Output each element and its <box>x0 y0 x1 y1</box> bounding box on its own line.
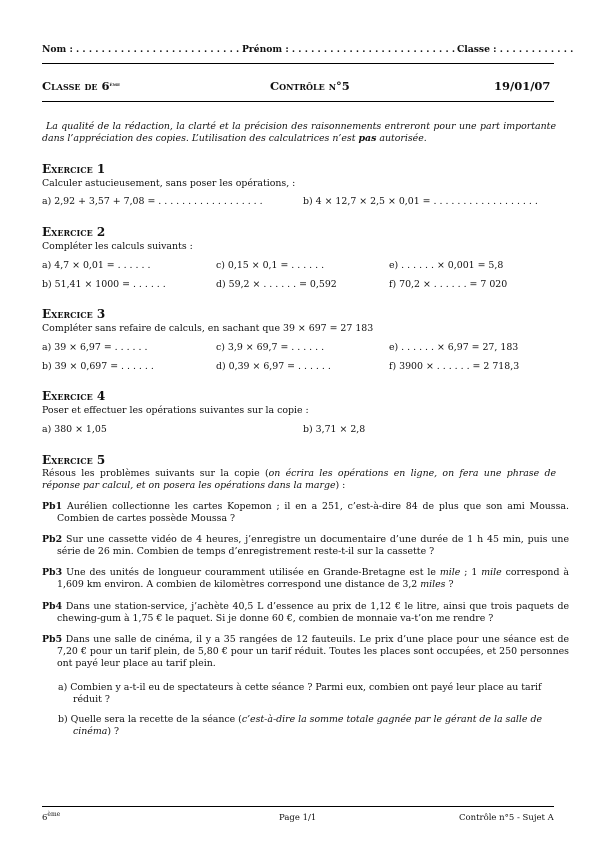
problem-5-question-a: a) Combien y a-t-il eu de spectateurs à cette séance ? Parmi eux, combien ont payé leur place au tarif réduit ? <box>58 682 542 706</box>
exercise-3-item-b: b) 39 × 0,697 = . . . . . . <box>42 361 154 372</box>
intro-paragraph: La qualité de la rédaction, la clarté et la précision des raisonnements entreront pour une part importante dans l’appréciation des copies. L’utilisation des calculatrices n’est pas autorisée. <box>42 121 556 145</box>
class-title: Classe de 6ème <box>42 79 121 93</box>
problem-4: Pb4 Dans une station-service, j’achète 40,5 L d’essence au prix de 1,12 € le litre, ainsi que trois paquets de chewing-gum à 1,75 € le paquet. Si je donne 60 €, combien de monnaie va-t’on me rendre ? <box>42 601 569 625</box>
footer-test-label: Contrôle n°5 - Sujet A <box>459 813 554 823</box>
exercise-1-item-b: b) 4 × 12,7 × 2,5 × 0,01 = . . . . . . . . . . . . . . . . . . <box>303 196 538 207</box>
exercise-2-item-f: f) 70,2 × . . . . . . = 7 020 <box>389 279 508 290</box>
firstname-field: Prénom : . . . . . . . . . . . . . . . . . . . . . . . . . . . . . <box>242 44 475 55</box>
exercise-3-title: Exercice 3 <box>42 307 106 321</box>
problem-2: Pb2 Sur une cassette vidéo de 4 heures, j’enregistre un documentaire d’une durée de 1 h 45 min, puis une série de 26 min. Combien de temps d’enregistrement reste-t-il sur la cassette ? <box>42 534 569 558</box>
footer-page-number: Page 1/1 <box>279 813 317 823</box>
exercise-2-item-c: c) 0,15 × 0,1 = . . . . . . <box>216 260 325 271</box>
exercise-5-instruction: Résous les problèmes suivants sur la copie (on écrira les opérations en ligne, on fera une phrase de réponse par calcul, et on posera les opérations dans la marge) : <box>42 468 557 492</box>
exercise-3-item-a: a) 39 × 6,97 = . . . . . . <box>42 342 148 353</box>
problem-3: Pb3 Une des unités de longueur couramment utilisée en Grande-Bretagne est le mile ; 1 mile correspond à 1,609 km environ. A combien de kilomètres correspond une distance de 3,2 miles ? <box>42 567 569 591</box>
exercise-4-item-b: b) 3,71 × 2,8 <box>303 424 366 435</box>
header-rule-bottom <box>42 101 554 102</box>
exercise-2-item-e: e) . . . . . . × 0,001 = 5,8 <box>389 260 504 271</box>
exercise-1-title: Exercice 1 <box>42 162 106 176</box>
exercise-3-item-c: c) 3,9 × 69,7 = . . . . . . <box>216 342 325 353</box>
header-rule-top <box>42 63 554 64</box>
problem-5: Pb5 Dans une salle de cinéma, il y a 35 rangées de 12 fauteuils. Le prix d’une place pour une séance est de 7,20 € pour un tarif plein, de 5,80 € pour un tarif réduit. Toutes les places sont occupées, et 250 personnes ont payé leur place au tarif plein. <box>42 634 569 670</box>
class-field: Classe : . . . . . . . . . . . . <box>457 44 574 55</box>
name-field: Nom : . . . . . . . . . . . . . . . . . . . . . . . . . . . . . <box>42 44 259 55</box>
exercise-3-item-e: e) . . . . . . × 6,97 = 27, 183 <box>389 342 519 353</box>
problem-1: Pb1 Aurélien collectionne les cartes Kopemon ; il en a 251, c’est-à-dire 84 de plus que son ami Moussa. Combien de cartes possède Moussa ? <box>42 501 569 525</box>
exercise-2-item-b: b) 51,41 × 1000 = . . . . . . <box>42 279 166 290</box>
exercise-1-item-a: a) 2,92 + 3,57 + 7,08 = . . . . . . . . . . . . . . . . . . <box>42 196 263 207</box>
test-date: 19/01/07 <box>494 79 551 93</box>
problem-5-question-b: b) Quelle sera la recette de la séance (c’est-à-dire la somme totale gagnée par le gérant de la salle de cinéma) ? <box>58 714 543 738</box>
exercise-2-title: Exercice 2 <box>42 225 106 239</box>
exercise-2-item-a: a) 4,7 × 0,01 = . . . . . . <box>42 260 151 271</box>
exercise-2-instruction: Compléter les calculs suivants : <box>42 241 193 252</box>
footer-rule <box>42 806 554 807</box>
exercise-5-title: Exercice 5 <box>42 453 106 467</box>
exercise-4-instruction: Poser et effectuer les opérations suivantes sur la copie : <box>42 405 309 416</box>
exercise-1-instruction: Calculer astucieusement, sans poser les opérations, : <box>42 178 296 189</box>
test-title: Contrôle n°5 <box>270 79 350 93</box>
exercise-2-item-d: d) 59,2 × . . . . . . = 0,592 <box>216 279 337 290</box>
exercise-3-instruction: Compléter sans refaire de calculs, en sachant que 39 × 697 = 27 183 <box>42 323 374 334</box>
exercise-3-item-f: f) 3900 × . . . . . . = 2 718,3 <box>389 361 520 372</box>
exercise-4-title: Exercice 4 <box>42 389 106 403</box>
exercise-3-item-d: d) 0,39 × 6,97 = . . . . . . <box>216 361 331 372</box>
exercise-4-item-a: a) 380 × 1,05 <box>42 424 107 435</box>
footer-level: 6ème <box>42 811 61 823</box>
